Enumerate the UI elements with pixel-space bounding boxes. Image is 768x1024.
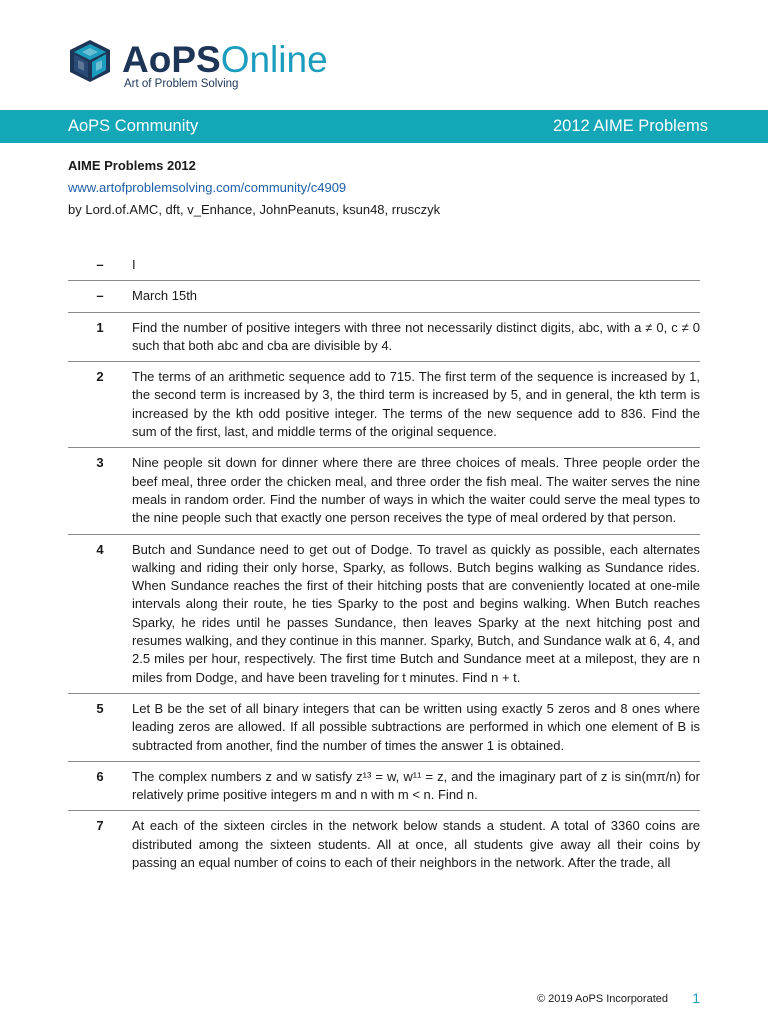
- community-title: AoPS Community: [68, 117, 199, 135]
- brand-bold: AoPS: [122, 39, 221, 80]
- document-meta: [68, 155, 440, 221]
- problem-number: 5: [96, 700, 104, 716]
- problem-text: I: [132, 257, 136, 272]
- problem-text: At each of the sixteen circles in the network below stands a student. A total of 3360 coins are distributed among the sixteen students. All at once, all students give away all their coins by passing an equal number of coins to each of their neighbors in the network. After the trade, all: [132, 818, 700, 871]
- problem-row: [68, 535, 700, 694]
- copyright-text: © 2019 AoPS Incorporated: [536, 993, 668, 1005]
- document-title: AIME Problems 2012: [68, 158, 196, 173]
- problem-number: 7: [96, 818, 104, 834]
- authors-line: by Lord.of.AMC, dft, v_Enhance, JohnPeanuts, ksun48, rrusczyk: [68, 202, 441, 217]
- problem-row: [68, 281, 700, 312]
- problem-row: [68, 811, 700, 878]
- problem-text: The complex numbers z and w satisfy z¹³ = w, w¹¹ = z, and the imaginary part of z is sin(mπ/n) for relatively prime positive integers m and n with m < n. Find n.: [132, 768, 700, 803]
- problem-row: [68, 448, 700, 534]
- problem-number: 1: [96, 319, 104, 335]
- problem-text: Let B be the set of all binary integers that can be written using exactly 5 zeros and 8 ones where leading zeros are allowed. If all possible subtractions are performed in which one element of B is subtracted from another, find the number of times the answer 1 is obtained.: [132, 700, 700, 753]
- problem-row: [68, 250, 700, 281]
- page-number: 1: [692, 990, 700, 1006]
- problem-row: [68, 694, 700, 762]
- problem-number: –: [96, 288, 104, 304]
- problem-row: [68, 762, 700, 812]
- brand-tagline: Art of Problem Solving: [124, 78, 239, 90]
- problem-text: Find the number of positive integers with three not necessarily distinct digits, abc, with a ≠ 0, c ≠ 0 such that both abc and cba are divisible by 4.: [132, 319, 700, 353]
- community-link[interactable]: www.artofproblemsolving.com/community/c4909: [68, 180, 347, 195]
- document-heading: 2012 AIME Problems: [553, 117, 708, 135]
- problem-row: [68, 313, 700, 363]
- problem-row: [68, 362, 700, 448]
- problem-number: 4: [96, 541, 104, 557]
- page-footer: [0, 990, 768, 1010]
- brand-light: Online: [220, 39, 328, 80]
- problem-list: [68, 250, 700, 878]
- problem-text: The terms of an arithmetic sequence add to 715. The first term of the sequence is increased by 1, the second term is increased by 3, the third term is increased by 5, and in general, the kth term is increased by the kth odd positive integer. The terms of the new sequence add to 836. Find the sum of the first, last, and middle terms of the original sequence.: [132, 369, 700, 440]
- problem-text: Nine people sit down for dinner where there are three choices of meals. Three people order the beef meal, three order the chicken meal, and three order the fish meal. The waiter serves the nine meals in random order. Find the number of ways in which the waiter could serve the meal types to the nine people such that exactly one person receives the type of meal ordered by that person.: [132, 455, 700, 526]
- problem-number: –: [96, 257, 104, 272]
- problem-number: 3: [96, 455, 104, 471]
- cube-logo-icon: [66, 38, 114, 84]
- problem-number: 2: [96, 369, 104, 385]
- header-banner: [0, 110, 768, 143]
- problem-text: March 15th: [132, 288, 198, 304]
- brand-name: [122, 40, 328, 80]
- problem-number: 6: [96, 768, 104, 784]
- problem-text: Butch and Sundance need to get out of Dodge. To travel as quickly as possible, each alternates walking and riding their only horse, Sparky, as follows. Butch begins walking as Sundance rides. When Sundance reaches the first of their hitching posts that are conveniently located at one-mile intervals along their route, he ties Sparky to the post and begins walking. When Butch reaches Sparky, he rides until he passes Sundance, then leaves Sparky at the next hitching post and resumes walking, and they continue in this manner. Sparky, Butch, and Sundance walk at 6, 4, and 2.5 miles per hour, respectively. The first time Butch and Sundance meet at a milepost, they are n miles from Dodge, and have been traveling for t minutes. Find n + t.: [132, 541, 700, 685]
